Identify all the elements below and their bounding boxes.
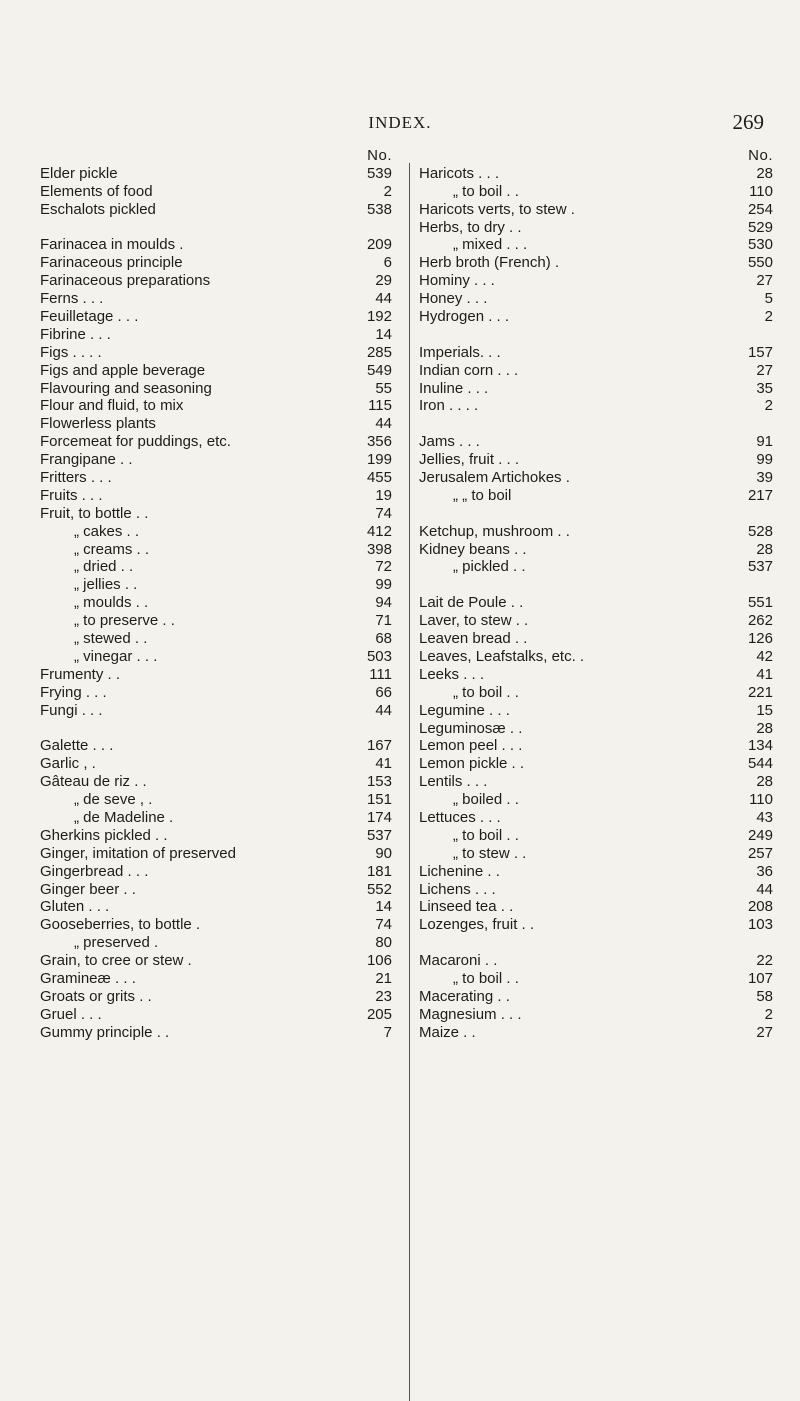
index-entry-number: 2: [764, 308, 773, 326]
index-entry-label: „ vinegar . . .: [74, 647, 158, 665]
index-entry: [40, 415, 392, 433]
index-entry: [40, 648, 392, 666]
index-entry-number: 91: [756, 433, 773, 451]
index-entry-label: Galette . . .: [40, 737, 114, 755]
index-entry-number: 74: [375, 504, 392, 522]
index-entry-label: Laver, to stew . .: [419, 612, 529, 630]
index-entry-label: Flavouring and seasoning: [40, 379, 212, 397]
index-entry: [419, 666, 773, 684]
index-entry-number: 539: [366, 164, 392, 182]
index-entry-label: „ to preserve . .: [74, 612, 175, 630]
index-entry: [419, 594, 773, 612]
index-entry-number: 27: [756, 1023, 773, 1041]
index-entry-number: 208: [747, 898, 773, 916]
index-entry-label: Lettuces . . .: [419, 808, 501, 826]
index-entry-number: 111: [369, 665, 392, 683]
index-entry-label: Imperials. . .: [419, 343, 501, 361]
index-entry-label: Gruel . . .: [40, 1005, 102, 1023]
index-entry-number: 249: [747, 826, 773, 844]
index-entry-label: Fungi . . .: [40, 701, 103, 719]
index-entry-number: 2: [764, 1005, 773, 1023]
index-entry: [419, 219, 773, 237]
index-entry: [419, 773, 773, 791]
index-entry-label: Ginger beer . .: [40, 880, 136, 898]
index-entry-label: Fruit, to bottle . .: [40, 504, 149, 522]
index-entry: [40, 737, 392, 755]
index-entry-number: 66: [375, 683, 392, 701]
index-entry: [40, 952, 392, 970]
index-gap: [419, 415, 773, 433]
index-entry: [40, 397, 392, 415]
index-entry-label: Frumenty . .: [40, 665, 121, 683]
index-entry-number: 503: [366, 647, 392, 665]
column-heading: [40, 147, 392, 165]
index-entry: [40, 612, 392, 630]
index-entry: [40, 308, 392, 326]
index-entry-number: 5: [764, 290, 773, 308]
index-entry-label: Lemon peel . . .: [419, 737, 523, 755]
index-entry-label: Leeks . . .: [419, 665, 485, 683]
index-entry-number: 103: [747, 916, 773, 934]
index-entry-number: 21: [375, 969, 392, 987]
index-entry-label: Fibrine . . .: [40, 325, 111, 343]
index-entry-label: Gummy principle . .: [40, 1023, 170, 1041]
index-entry-number: 110: [749, 791, 773, 809]
index-entry-label: Lichens . . .: [419, 880, 496, 898]
index-entry-number: 205: [366, 1005, 392, 1023]
index-entry-number: 153: [366, 773, 392, 791]
index-entry-number: 44: [375, 701, 392, 719]
index-entry-number: 174: [366, 808, 392, 826]
index-entry: [40, 684, 392, 702]
index-entry-number: 2: [764, 397, 773, 415]
index-entry-label: Forcemeat for puddings, etc.: [40, 433, 231, 451]
index-entry-label: Indian corn . . .: [419, 361, 519, 379]
index-entry: [40, 863, 392, 881]
index-entry-number: 181: [366, 862, 392, 880]
index-entry-label: Jerusalem Artichokes .: [419, 469, 570, 487]
index-entry-number: 74: [375, 916, 392, 934]
index-entry-label: „ to boil . .: [453, 683, 519, 701]
index-entry-number: 36: [756, 862, 773, 880]
index-entry-number: 7: [383, 1023, 392, 1041]
index-entry-label: „ dried . .: [74, 558, 134, 576]
index-entry-label: Figs and apple beverage: [40, 361, 206, 379]
index-entry-label: Lozenges, fruit . .: [419, 916, 535, 934]
index-entry-label: „ moulds . .: [74, 594, 149, 612]
index-entry: [419, 397, 773, 415]
index-entry: [40, 183, 392, 201]
index-entry-label: Ferns . . .: [40, 290, 104, 308]
index-entry-list: [419, 165, 773, 1042]
index-entry: [40, 1006, 392, 1024]
index-entry-number: 530: [747, 236, 773, 254]
index-entry-label: Leaves, Leafstalks, etc. .: [419, 647, 585, 665]
index-entry-label: „ jellies . .: [74, 576, 138, 594]
index-entry: [40, 505, 392, 523]
index-entry-label: Iron . . . .: [419, 397, 479, 415]
index-column-left: [40, 147, 392, 1042]
index-entry: [419, 236, 773, 254]
column-heading-no: No.: [367, 147, 392, 164]
index-entry-number: 28: [756, 773, 773, 791]
index-entry-number: 529: [747, 218, 773, 236]
index-entry: [40, 362, 392, 380]
index-entry-number: 455: [366, 469, 392, 487]
index-entry: [40, 433, 392, 451]
index-entry: [419, 1006, 773, 1024]
index-entry: [419, 720, 773, 738]
index-entry: [419, 630, 773, 648]
index-entry: [40, 576, 392, 594]
index-entry-number: 28: [756, 164, 773, 182]
index-entry: [40, 344, 392, 362]
index-entry: [40, 290, 392, 308]
index-gap: [40, 720, 392, 738]
index-entry-number: 14: [375, 325, 392, 343]
index-entry-number: 23: [375, 987, 392, 1005]
index-entry: [40, 380, 392, 398]
index-entry: [40, 236, 392, 254]
index-entry-label: Jams . . .: [419, 433, 480, 451]
index-entry-label: Gooseberries, to bottle .: [40, 916, 201, 934]
index-entry-number: 42: [756, 647, 773, 665]
index-entry-label: „ to boil . .: [453, 826, 519, 844]
index-entry-label: Honey . . .: [419, 290, 488, 308]
index-entry: [419, 541, 773, 559]
index-entry: [419, 702, 773, 720]
index-entry: [40, 165, 392, 183]
index-entry-label: Herbs, to dry . .: [419, 218, 522, 236]
index-entry-number: 107: [747, 969, 773, 987]
index-entry: [419, 1024, 773, 1042]
page-header-title: INDEX.: [368, 113, 432, 132]
index-entry: [419, 254, 773, 272]
index-entry: [419, 612, 773, 630]
index-entry-number: 44: [375, 290, 392, 308]
index-entry-number: 549: [366, 361, 392, 379]
index-entry-number: 80: [375, 934, 392, 952]
index-entry-number: 199: [366, 451, 392, 469]
index-entry-list: [40, 165, 392, 1042]
index-entry-label: Herb broth (French) .: [419, 254, 560, 272]
index-entry-number: 126: [747, 630, 773, 648]
index-entry-number: 29: [375, 272, 392, 290]
index-entry-number: 254: [747, 200, 773, 218]
column-heading-no: No.: [748, 147, 773, 164]
index-entry-number: 257: [747, 844, 773, 862]
index-entry-label: Gâteau de riz . .: [40, 773, 147, 791]
index-entry-number: 209: [366, 236, 392, 254]
index-column-right: [419, 147, 773, 1042]
index-entry-number: 115: [368, 397, 392, 415]
index-entry-number: 27: [756, 272, 773, 290]
index-entry: [40, 755, 392, 773]
index-entry-number: 285: [366, 343, 392, 361]
index-entry: [40, 666, 392, 684]
index-entry-number: 167: [366, 737, 392, 755]
index-entry: [419, 988, 773, 1006]
index-entry: [419, 648, 773, 666]
index-entry: [419, 558, 773, 576]
index-gap: [419, 505, 773, 523]
index-entry: [419, 881, 773, 899]
index-entry-number: 110: [749, 182, 773, 200]
index-entry: [419, 952, 773, 970]
index-entry: [40, 451, 392, 469]
index-entry: [40, 1024, 392, 1042]
index-entry: [419, 344, 773, 362]
index-entry: [40, 272, 392, 290]
index-entry-label: Farinaceous preparations: [40, 272, 211, 290]
index-entry: [40, 827, 392, 845]
index-entry-number: 2: [383, 182, 392, 200]
index-entry-number: 537: [366, 826, 392, 844]
index-entry-number: 41: [756, 665, 773, 683]
index-entry-label: Gramineæ . . .: [40, 969, 136, 987]
index-entry-number: 14: [375, 898, 392, 916]
index-entry-label: „ mixed . . .: [453, 236, 528, 254]
index-entry-number: 41: [375, 755, 392, 773]
index-entry: [419, 809, 773, 827]
index-entry-number: 221: [747, 683, 773, 701]
index-entry-label: Haricots . . .: [419, 164, 500, 182]
index-entry-number: 6: [383, 254, 392, 272]
index-entry-number: 39: [756, 469, 773, 487]
index-entry: [40, 541, 392, 559]
index-entry-label: „ to stew . .: [453, 844, 527, 862]
index-entry: [419, 791, 773, 809]
index-entry-label: Leguminosæ . .: [419, 719, 523, 737]
index-entry-label: „ „ to boil: [453, 486, 512, 504]
index-entry-label: Eschalots pickled: [40, 200, 156, 218]
index-entry-number: 71: [375, 612, 392, 630]
index-entry-number: 398: [366, 540, 392, 558]
index-entry-label: „ de seve , .: [74, 791, 153, 809]
index-entry-label: „ to boil . .: [453, 182, 519, 200]
index-entry: [419, 201, 773, 219]
index-entry: [40, 988, 392, 1006]
index-gap: [419, 576, 773, 594]
index-entry-number: 217: [747, 486, 773, 504]
index-entry: [419, 523, 773, 541]
index-entry-label: Gingerbread . . .: [40, 862, 149, 880]
index-entry-label: Farinacea in moulds .: [40, 236, 184, 254]
index-entry-label: Maize . .: [419, 1023, 476, 1041]
index-entry-label: Frangipane . .: [40, 451, 133, 469]
index-entry-number: 44: [375, 415, 392, 433]
index-gap: [419, 326, 773, 344]
index-entry: [419, 863, 773, 881]
index-entry-label: Fritters . . .: [40, 469, 112, 487]
index-entry-number: 528: [747, 522, 773, 540]
index-entry-number: 15: [756, 701, 773, 719]
column-divider: [409, 163, 410, 1401]
index-entry: [419, 183, 773, 201]
index-entry: [419, 451, 773, 469]
index-entry-label: Feuilletage . . .: [40, 308, 139, 326]
index-entry-number: 44: [756, 880, 773, 898]
index-entry-label: Ginger, imitation of preserved: [40, 844, 236, 862]
index-entry-label: Jellies, fruit . . .: [419, 451, 520, 469]
index-entry-number: 22: [756, 952, 773, 970]
index-entry-label: Groats or grits . .: [40, 987, 152, 1005]
index-entry-number: 94: [375, 594, 392, 612]
index-entry-number: 99: [375, 576, 392, 594]
index-entry: [419, 469, 773, 487]
index-entry: [419, 916, 773, 934]
index-entry-number: 28: [756, 719, 773, 737]
index-entry: [419, 737, 773, 755]
index-entry: [419, 362, 773, 380]
index-entry-number: 550: [747, 254, 773, 272]
index-entry-label: Lentils . . .: [419, 773, 488, 791]
index-entry: [419, 272, 773, 290]
index-entry-label: Fruits . . .: [40, 486, 103, 504]
index-entry-label: „ boiled . .: [453, 791, 519, 809]
index-entry-label: „ de Madeline .: [74, 808, 174, 826]
index-entry-label: Lait de Poule . .: [419, 594, 524, 612]
index-entry-number: 262: [747, 612, 773, 630]
index-entry-label: Garlic , .: [40, 755, 96, 773]
index-entry-label: Farinaceous principle: [40, 254, 183, 272]
index-entry-number: 72: [375, 558, 392, 576]
index-entry-number: 99: [756, 451, 773, 469]
index-entry-label: Flowerless plants: [40, 415, 156, 433]
index-entry: [40, 558, 392, 576]
index-entry: [40, 881, 392, 899]
index-entry-label: Hominy . . .: [419, 272, 495, 290]
column-heading: [419, 147, 773, 165]
index-gap: [419, 934, 773, 952]
index-entry: [419, 308, 773, 326]
index-entry: [40, 630, 392, 648]
index-entry-number: 106: [366, 952, 392, 970]
index-entry: [40, 809, 392, 827]
index-entry: [40, 523, 392, 541]
index-entry-label: Legumine . . .: [419, 701, 510, 719]
index-entry-label: Elder pickle: [40, 164, 118, 182]
index-entry-number: 544: [747, 755, 773, 773]
index-entry-label: Grain, to cree or stew .: [40, 952, 192, 970]
index-entry-label: „ creams . .: [74, 540, 150, 558]
index-entry-label: Gluten . . .: [40, 898, 110, 916]
index-entry-number: 35: [756, 379, 773, 397]
index-entry: [40, 201, 392, 219]
index-entry-label: Ketchup, mushroom . .: [419, 522, 570, 540]
index-entry: [40, 594, 392, 612]
index-entry-label: Macaroni . .: [419, 952, 498, 970]
index-entry: [419, 684, 773, 702]
index-entry-number: 134: [747, 737, 773, 755]
index-gap: [40, 219, 392, 237]
index-entry-number: 58: [756, 987, 773, 1005]
index-entry: [40, 326, 392, 344]
index-entry-label: Haricots verts, to stew .: [419, 200, 575, 218]
index-entry-number: 192: [366, 308, 392, 326]
index-entry-number: 538: [366, 200, 392, 218]
index-entry-label: Linseed tea . .: [419, 898, 514, 916]
index-entry-label: „ preserved .: [74, 934, 159, 952]
index-entry-number: 27: [756, 361, 773, 379]
index-entry: [419, 827, 773, 845]
index-entry-number: 551: [747, 594, 773, 612]
index-entry-label: Lemon pickle . .: [419, 755, 525, 773]
index-entry: [40, 469, 392, 487]
index-entry-number: 68: [375, 630, 392, 648]
index-entry: [40, 898, 392, 916]
index-entry-label: Lichenine . .: [419, 862, 500, 880]
index-entry: [419, 898, 773, 916]
index-entry-number: 19: [375, 486, 392, 504]
index-entry: [419, 487, 773, 505]
index-entry-label: Elements of food: [40, 182, 153, 200]
index-entry: [419, 380, 773, 398]
index-entry: [40, 916, 392, 934]
index-entry-label: Magnesium . . .: [419, 1005, 522, 1023]
index-entry-label: Figs . . . .: [40, 343, 102, 361]
index-entry: [419, 845, 773, 863]
index-entry: [40, 970, 392, 988]
index-entry-number: 55: [375, 379, 392, 397]
page-number: 269: [732, 110, 764, 134]
index-entry: [40, 845, 392, 863]
index-entry-number: 28: [756, 540, 773, 558]
index-entry: [419, 755, 773, 773]
index-entry: [419, 433, 773, 451]
index-entry: [419, 165, 773, 183]
index-entry-number: 537: [747, 558, 773, 576]
index-entry-label: „ pickled . .: [453, 558, 526, 576]
index-entry-label: „ cakes . .: [74, 522, 140, 540]
index-entry-number: 157: [747, 343, 773, 361]
index-entry-label: Inuline . . .: [419, 379, 489, 397]
index-entry-number: 90: [375, 844, 392, 862]
index-entry: [40, 254, 392, 272]
index-entry: [40, 487, 392, 505]
index-entry: [40, 934, 392, 952]
index-entry-number: 356: [366, 433, 392, 451]
index-entry-label: Hydrogen . . .: [419, 308, 510, 326]
index-entry-number: 43: [756, 808, 773, 826]
index-entry: [419, 290, 773, 308]
index-entry-label: „ stewed . .: [74, 630, 148, 648]
index-entry: [40, 791, 392, 809]
index-entry-label: „ to boil . .: [453, 969, 519, 987]
index-entry: [419, 970, 773, 988]
index-entry-label: Flour and fluid, to mix: [40, 397, 184, 415]
index-entry: [40, 773, 392, 791]
index-entry-number: 151: [366, 791, 392, 809]
index-entry-label: Gherkins pickled . .: [40, 826, 168, 844]
index-entry-number: 412: [366, 522, 392, 540]
index-entry-label: Kidney beans . .: [419, 540, 527, 558]
index-entry-label: Macerating . .: [419, 987, 510, 1005]
index-entry-label: Frying . . .: [40, 683, 107, 701]
index-entry-number: 552: [366, 880, 392, 898]
index-entry: [40, 702, 392, 720]
index-entry-label: Leaven bread . .: [419, 630, 528, 648]
